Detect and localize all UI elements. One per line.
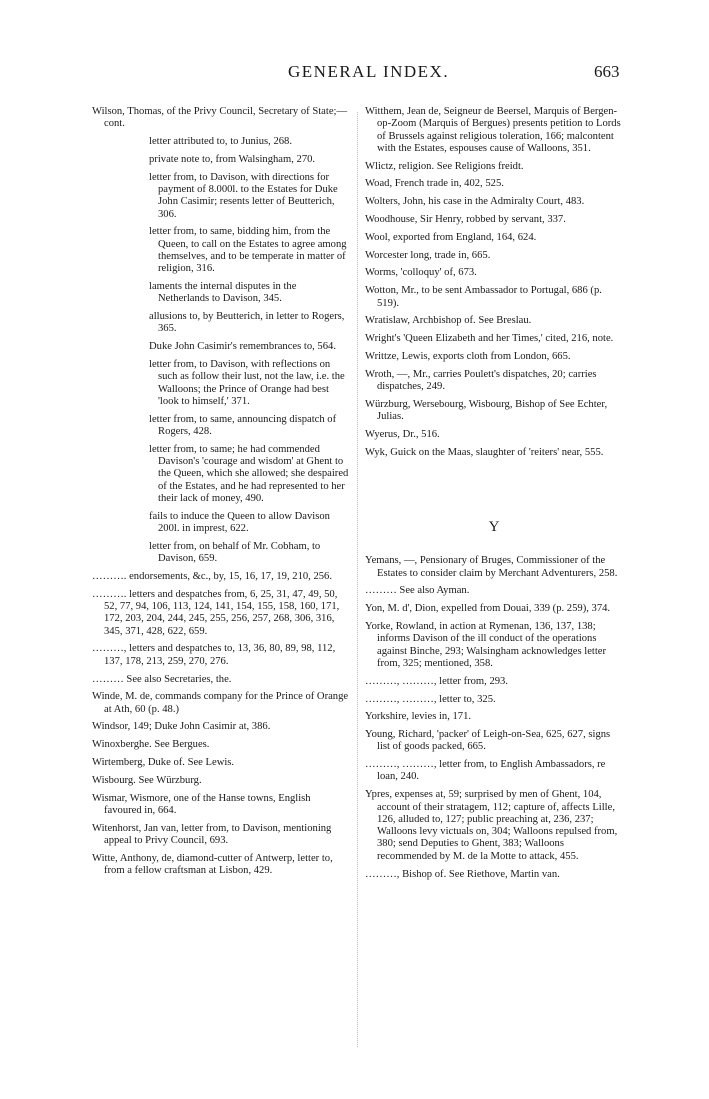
index-entry: Woodhouse, Sir Henry, robbed by servant, 337. [365,214,566,226]
index-entry: Wisbourg. See Würzburg. [92,774,202,786]
index-entry: Winoxberghe. See Bergues. [92,739,210,751]
index-entry: letter attributed to, to Junius, 268. [149,136,292,148]
right-column [365,106,623,886]
index-entry: Wroth, —, Mr., carries Poulett's dispatches, 20; carries dispatches, 249. [365,368,597,393]
index-entry: Worms, 'colloquy' of, 673. [365,267,477,279]
index-entry: letter from, to Davison, with directions for payment of 8.000l. to the Estates for Duke John Casimir; resents letter of Beutterich, 306. [149,171,338,220]
section-letter: Y [488,519,500,536]
index-entry: Yemans, —, Pensionary of Bruges, Commissioner of the Estates to consider claim by Merchant Adventurers, 258. [365,555,618,579]
index-entry: Yorke, Rowland, in action at Rymenan, 136, 137, 138; informs Davison of the ill conduct of the operations against Binche, 293; Walsingham acknowledges letter from, 325; mentioned, 358. [365,621,607,669]
index-entry: ………, letters and despatches to, 13, 36, 80, 89, 98, 112, 137, 178, 213, 259, 270, 276. [92,643,336,667]
index-entry: Wyk, Guick on the Maas, slaughter of 'reiters' near, 555. [365,446,604,458]
index-entry: Witthem, Jean de, Seigneur de Beersel, Marquis of Bergen-op-Zoom (Marquis of Bergues) presents petition to Lords of Brussels against religious toleration, 166; malcontent with the Estates, espouses cause of Walloons, 351. [365,106,621,154]
index-entry: Yorkshire, levies in, 171. [365,711,472,723]
index-entry: laments the internal disputes in the Netherlands to Davison, 345. [149,281,297,305]
index-entry: Wilson, Thomas, of the Privy Council, Secretary of State;—cont. [92,106,348,130]
index-entry: Wright's 'Queen Elizabeth and her Times,' cited, 216, note. [365,333,614,345]
index-entry: Wyerus, Dr., 516. [365,428,440,440]
index-entry: ………. letters and despatches from, 6, 25, 31, 47, 49, 50, 52, 77, 94, 106, 113, 124, 141, 154, 155, 158, 160, 171, 172, 203, 204, 244, 245, 255, 256, 257, 268, 306, 316, 345, 371, 428, 622, 659. [92,588,340,637]
index-entry: letter from, to Davison, with reflections on such as follow their lust, not the law, i.e. the Walloons; the Prince of Orange had best 'look to himself,' 371. [149,359,345,407]
index-entry: Würzburg, Wersebourg, Wisbourg, Bishop of See Echter, Julias. [365,398,608,423]
index-entry: Wlictz, religion. See Religions freidt. [365,160,524,172]
index-entry: Young, Richard, 'packer' of Leigh-on-Sea, 625, 627, signs list of goods packed, 665. [365,729,611,753]
index-entry: Wolters, John, his case in the Admiralty Court, 483. [365,196,585,208]
index-entry: ……… See also Ayman. [365,585,470,597]
index-entry: ………. endorsements, &c., by, 15, 16, 17, 19, 210, 256. [92,571,333,582]
index-entry: ……… See also Secretaries, the. [92,673,232,685]
index-entry: ………, ………, letter from, 293. [365,675,508,687]
index-entry: Windsor, 149; Duke John Casimir at, 386. [92,721,271,733]
index-entry: letter from, on behalf of Mr. Cobham, to Davison, 659. [149,540,321,565]
index-entry: ………, ………, letter from, to English Ambassadors, re loan, 240. [365,759,606,783]
index-entry: Yon, M. d', Dion, expelled from Douai, 339 (p. 259), 374. [365,603,611,615]
index-entry: Witenhorst, Jan van, letter from, to Davison, mentioning appeal to Privy Council, 693. [92,822,332,847]
index-entry: Wismar, Wismore, one of the Hanse towns, English favoured in, 664. [92,792,311,816]
index-entry: Woad, French trade in, 402, 525. [365,178,504,190]
index-entry: letter from, to same, bidding him, from the Queen, to call on the Estates to agree among themselves, and to be temperate in matter of religion, 316. [149,226,347,275]
right-column-top [365,106,623,459]
index-entry: ………, ………, letter to, 325. [365,693,496,705]
page-title: GENERAL INDEX. [288,62,450,81]
index-entry: letter from, to same; he had commended Davison's 'courage and wisdom' at Ghent to the Queen, which she allowed; she despaired of the Estates, and he had represented to her their lack of money, 490. [149,443,349,505]
index-entry: fails to induce the Queen to allow Davison 200l. in imprest, 622. [149,510,330,535]
index-entry: Writtze, Lewis, exports cloth from London, 665. [365,350,571,362]
index-entry: Witte, Anthony, de, diamond-cutter of Antwerp, letter to, from a fellow craftsman at Lisbon, 429. [92,852,333,877]
index-entry: Worcester long, trade in, 665. [365,249,491,261]
index-entry: Ypres, expenses at, 59; surprised by men of Ghent, 104, account of their stratagem, 112; capture of, affects Lille, 126, alluded to, 127; public preaching at, 236, 237; Walloons levy victuals on, 304; Walloons repulsed from, 380; send Deputies to Ghent, 383; Walloons recommended by M. de la Motte to attack, 455. [365,789,618,862]
index-entry: ………, Bishop of. See Riethove, Martin van. [365,868,560,880]
index-entry: Duke John Casimir's remembrances to, 564. [149,341,336,353]
index-entry: letter from, to same, announcing dispatch of Rogers, 428. [149,413,337,438]
index-entry: Winde, M. de, commands company for the Prince of Orange at Ath, 60 (p. 48.) [92,691,349,715]
page-header [0,62,709,92]
index-entry: Wool, exported from England, 164, 624. [365,231,537,243]
right-column-bottom [365,555,623,881]
index-entry: private note to, from Walsingham, 270. [149,153,316,165]
index-entry: Wirtemberg, Duke of. See Lewis. [92,757,235,769]
column-divider [357,112,358,1047]
index-entry: allusions to, by Beutterich, in letter to Rogers, 365. [149,311,345,335]
left-column [92,106,350,883]
index-entry: Wotton, Mr., to be sent Ambassador to Portugal, 686 (p. 519). [365,285,602,309]
page-number: 663 [594,62,620,81]
index-entry: Wratislaw, Archbishop of. See Breslau. [365,315,532,327]
